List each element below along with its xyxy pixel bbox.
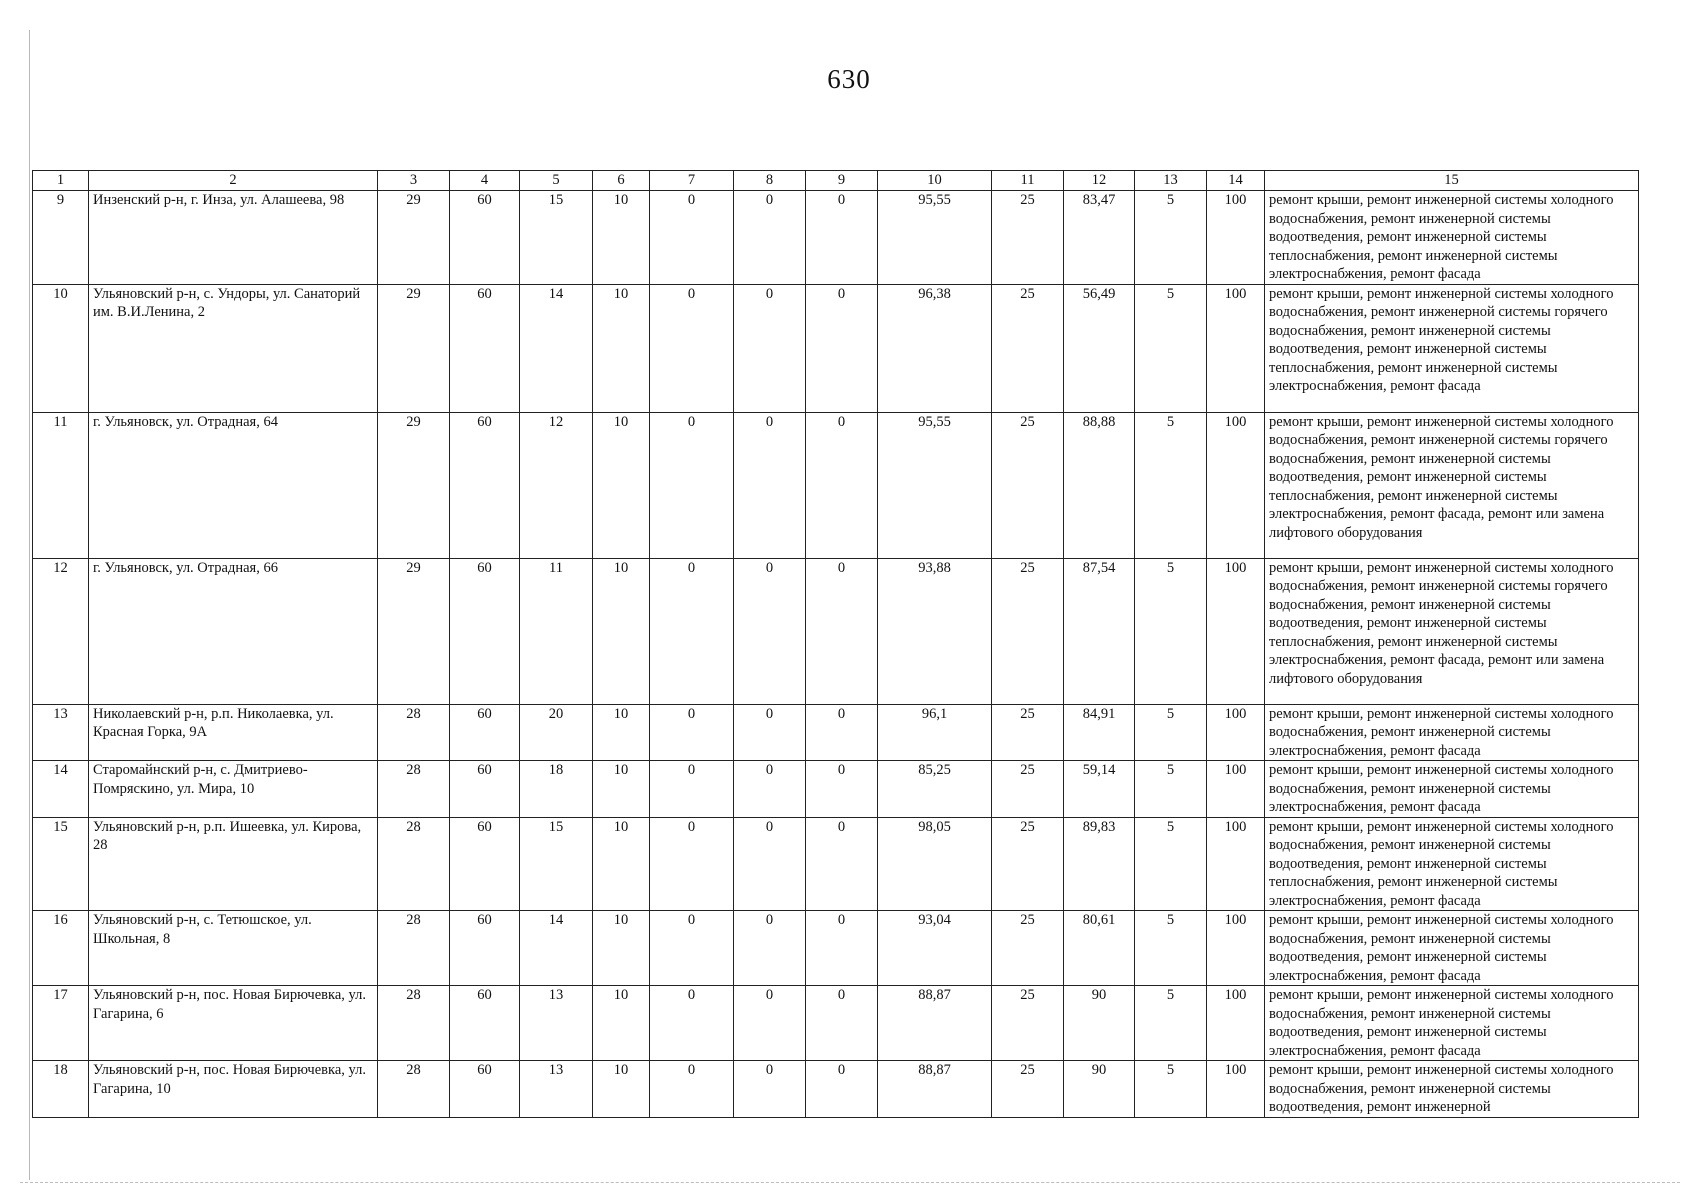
row-number-cell: 15 [33,817,89,911]
col-7-cell: 0 [650,558,734,704]
col-13-cell: 5 [1135,558,1207,704]
row-number-cell: 18 [33,1061,89,1118]
work-types-cell: ремонт крыши, ремонт инженерной системы холодного водоснабжения, ремонт инженерной системы горячего водоснабжения, ремонт инженерной системы водоотведения, ремонт инженерной системы теплоснабжения, ремонт инженерной системы электроснабжения, ремонт фасада, ремонт или замена лифтового оборудования [1265,558,1639,704]
col-13-cell: 5 [1135,817,1207,911]
repair-program-table [32,170,1639,1118]
col-5-cell: 15 [520,817,593,911]
row-number-cell: 14 [33,761,89,818]
col-9-cell: 0 [806,761,878,818]
table-row [33,704,1639,761]
col-10-cell: 93,88 [878,558,992,704]
col-11-cell: 25 [992,412,1064,558]
address-cell: Инзенский р-н, г. Инза, ул. Алашеева, 98 [89,191,378,285]
col-5-cell: 14 [520,284,593,412]
row-number-cell: 13 [33,704,89,761]
col-13-cell: 5 [1135,191,1207,285]
column-header-3: 3 [378,171,450,191]
address-cell: Ульяновский р-н, пос. Новая Бирючевка, ул. Гагарина, 6 [89,986,378,1061]
col-9-cell: 0 [806,412,878,558]
col-14-cell: 100 [1207,191,1265,285]
col-8-cell: 0 [734,986,806,1061]
col-4-cell: 60 [450,761,520,818]
col-4-cell: 60 [450,284,520,412]
col-11-cell: 25 [992,911,1064,986]
col-10-cell: 95,55 [878,191,992,285]
col-14-cell: 100 [1207,704,1265,761]
col-12-cell: 84,91 [1064,704,1135,761]
col-9-cell: 0 [806,911,878,986]
col-13-cell: 5 [1135,704,1207,761]
row-number-cell: 10 [33,284,89,412]
col-4-cell: 60 [450,911,520,986]
column-header-12: 12 [1064,171,1135,191]
col-5-cell: 20 [520,704,593,761]
address-cell: Ульяновский р-н, с. Тетюшское, ул. Школьная, 8 [89,911,378,986]
col-11-cell: 25 [992,761,1064,818]
col-10-cell: 88,87 [878,1061,992,1118]
col-9-cell: 0 [806,558,878,704]
col-10-cell: 95,55 [878,412,992,558]
col-14-cell: 100 [1207,284,1265,412]
col-7-cell: 0 [650,911,734,986]
column-header-9: 9 [806,171,878,191]
col-5-cell: 11 [520,558,593,704]
column-header-2: 2 [89,171,378,191]
col-11-cell: 25 [992,284,1064,412]
col-14-cell: 100 [1207,412,1265,558]
column-header-11: 11 [992,171,1064,191]
col-12-cell: 83,47 [1064,191,1135,285]
col-12-cell: 59,14 [1064,761,1135,818]
page-number: 630 [827,64,871,94]
col-5-cell: 18 [520,761,593,818]
col-3-cell: 28 [378,911,450,986]
row-number-cell: 12 [33,558,89,704]
col-11-cell: 25 [992,1061,1064,1118]
work-types-cell: ремонт крыши, ремонт инженерной системы холодного водоснабжения, ремонт инженерной системы водоотведения, ремонт инженерной [1265,1061,1639,1118]
col-13-cell: 5 [1135,412,1207,558]
column-header-7: 7 [650,171,734,191]
col-6-cell: 10 [593,817,650,911]
column-header-15: 15 [1265,171,1639,191]
col-12-cell: 89,83 [1064,817,1135,911]
address-cell: Ульяновский р-н, с. Ундоры, ул. Санаторий им. В.И.Ленина, 2 [89,284,378,412]
col-14-cell: 100 [1207,1061,1265,1118]
col-9-cell: 0 [806,704,878,761]
column-header-8: 8 [734,171,806,191]
col-6-cell: 10 [593,191,650,285]
column-header-10: 10 [878,171,992,191]
column-header-14: 14 [1207,171,1265,191]
table-row [33,558,1639,704]
col-11-cell: 25 [992,986,1064,1061]
work-types-cell: ремонт крыши, ремонт инженерной системы холодного водоснабжения, ремонт инженерной системы горячего водоснабжения, ремонт инженерной системы водоотведения, ремонт инженерной системы теплоснабжения, ремонт инженерной системы электроснабжения, ремонт фасада, ремонт или замена лифтового оборудования [1265,412,1639,558]
col-14-cell: 100 [1207,761,1265,818]
col-7-cell: 0 [650,191,734,285]
col-8-cell: 0 [734,761,806,818]
address-cell: Ульяновский р-н, пос. Новая Бирючевка, ул. Гагарина, 10 [89,1061,378,1118]
col-9-cell: 0 [806,191,878,285]
col-9-cell: 0 [806,986,878,1061]
col-3-cell: 28 [378,761,450,818]
col-7-cell: 0 [650,412,734,558]
col-7-cell: 0 [650,1061,734,1118]
col-4-cell: 60 [450,191,520,285]
work-types-cell: ремонт крыши, ремонт инженерной системы холодного водоснабжения, ремонт инженерной системы водоотведения, ремонт инженерной системы электроснабжения, ремонт фасада [1265,986,1639,1061]
col-9-cell: 0 [806,284,878,412]
col-7-cell: 0 [650,761,734,818]
table-row [33,761,1639,818]
address-cell: Ульяновский р-н, р.п. Ишеевка, ул. Кирова, 28 [89,817,378,911]
col-8-cell: 0 [734,284,806,412]
col-9-cell: 0 [806,817,878,911]
col-14-cell: 100 [1207,817,1265,911]
col-4-cell: 60 [450,558,520,704]
col-10-cell: 85,25 [878,761,992,818]
work-types-cell: ремонт крыши, ремонт инженерной системы холодного водоснабжения, ремонт инженерной системы горячего водоснабжения, ремонт инженерной системы водоотведения, ремонт инженерной системы теплоснабжения, ремонт инженерной системы электроснабжения, ремонт фасада [1265,284,1639,412]
col-5-cell: 13 [520,986,593,1061]
col-10-cell: 98,05 [878,817,992,911]
col-4-cell: 60 [450,986,520,1061]
col-9-cell: 0 [806,1061,878,1118]
col-14-cell: 100 [1207,986,1265,1061]
col-6-cell: 10 [593,911,650,986]
table-row [33,817,1639,911]
col-11-cell: 25 [992,558,1064,704]
col-8-cell: 0 [734,558,806,704]
col-8-cell: 0 [734,191,806,285]
col-6-cell: 10 [593,1061,650,1118]
col-11-cell: 25 [992,817,1064,911]
col-12-cell: 90 [1064,1061,1135,1118]
col-6-cell: 10 [593,412,650,558]
col-11-cell: 25 [992,704,1064,761]
col-8-cell: 0 [734,911,806,986]
col-13-cell: 5 [1135,1061,1207,1118]
table-row [33,911,1639,986]
col-3-cell: 29 [378,412,450,558]
col-10-cell: 93,04 [878,911,992,986]
col-3-cell: 28 [378,986,450,1061]
work-types-cell: ремонт крыши, ремонт инженерной системы холодного водоснабжения, ремонт инженерной системы электроснабжения, ремонт фасада [1265,704,1639,761]
table-row [33,1061,1639,1118]
col-13-cell: 5 [1135,911,1207,986]
col-14-cell: 100 [1207,911,1265,986]
col-10-cell: 96,38 [878,284,992,412]
table-body [33,191,1639,1118]
col-5-cell: 14 [520,911,593,986]
col-5-cell: 12 [520,412,593,558]
row-number-cell: 11 [33,412,89,558]
col-13-cell: 5 [1135,761,1207,818]
work-types-cell: ремонт крыши, ремонт инженерной системы холодного водоснабжения, ремонт инженерной системы водоотведения, ремонт инженерной системы теплоснабжения, ремонт инженерной системы электроснабжения, ремонт фасада [1265,191,1639,285]
col-3-cell: 28 [378,704,450,761]
column-header-1: 1 [33,171,89,191]
col-4-cell: 60 [450,817,520,911]
address-cell: Николаевский р-н, р.п. Николаевка, ул. Красная Горка, 9А [89,704,378,761]
row-number-cell: 17 [33,986,89,1061]
col-6-cell: 10 [593,558,650,704]
col-4-cell: 60 [450,412,520,558]
scan-edge-left [29,30,30,1180]
scan-edge-bottom [20,1182,1680,1183]
column-header-6: 6 [593,171,650,191]
column-header-4: 4 [450,171,520,191]
col-3-cell: 28 [378,817,450,911]
col-6-cell: 10 [593,761,650,818]
work-types-cell: ремонт крыши, ремонт инженерной системы холодного водоснабжения, ремонт инженерной системы электроснабжения, ремонт фасада [1265,761,1639,818]
col-3-cell: 29 [378,191,450,285]
col-8-cell: 0 [734,817,806,911]
work-types-cell: ремонт крыши, ремонт инженерной системы холодного водоснабжения, ремонт инженерной системы водоотведения, ремонт инженерной системы электроснабжения, ремонт фасада [1265,911,1639,986]
col-4-cell: 60 [450,1061,520,1118]
col-11-cell: 25 [992,191,1064,285]
col-12-cell: 80,61 [1064,911,1135,986]
col-6-cell: 10 [593,986,650,1061]
table-row [33,986,1639,1061]
col-8-cell: 0 [734,412,806,558]
col-6-cell: 10 [593,704,650,761]
col-12-cell: 87,54 [1064,558,1135,704]
col-13-cell: 5 [1135,986,1207,1061]
header-row [33,171,1639,191]
col-4-cell: 60 [450,704,520,761]
col-12-cell: 88,88 [1064,412,1135,558]
col-13-cell: 5 [1135,284,1207,412]
col-7-cell: 0 [650,817,734,911]
col-7-cell: 0 [650,986,734,1061]
col-3-cell: 29 [378,558,450,704]
address-cell: г. Ульяновск, ул. Отрадная, 66 [89,558,378,704]
col-5-cell: 15 [520,191,593,285]
col-6-cell: 10 [593,284,650,412]
col-3-cell: 29 [378,284,450,412]
row-number-cell: 16 [33,911,89,986]
col-12-cell: 90 [1064,986,1135,1061]
column-header-5: 5 [520,171,593,191]
work-types-cell: ремонт крыши, ремонт инженерной системы холодного водоснабжения, ремонт инженерной системы водоотведения, ремонт инженерной системы теплоснабжения, ремонт инженерной системы электроснабжения, ремонт фасада [1265,817,1639,911]
col-7-cell: 0 [650,704,734,761]
column-header-13: 13 [1135,171,1207,191]
col-8-cell: 0 [734,704,806,761]
col-14-cell: 100 [1207,558,1265,704]
table-row [33,284,1639,412]
table-row [33,191,1639,285]
col-3-cell: 28 [378,1061,450,1118]
address-cell: г. Ульяновск, ул. Отрадная, 64 [89,412,378,558]
address-cell: Старомайнский р-н, с. Дмитриево-Помряскино, ул. Мира, 10 [89,761,378,818]
col-12-cell: 56,49 [1064,284,1135,412]
row-number-cell: 9 [33,191,89,285]
table-row [33,412,1639,558]
col-7-cell: 0 [650,284,734,412]
col-10-cell: 96,1 [878,704,992,761]
col-8-cell: 0 [734,1061,806,1118]
col-10-cell: 88,87 [878,986,992,1061]
col-5-cell: 13 [520,1061,593,1118]
